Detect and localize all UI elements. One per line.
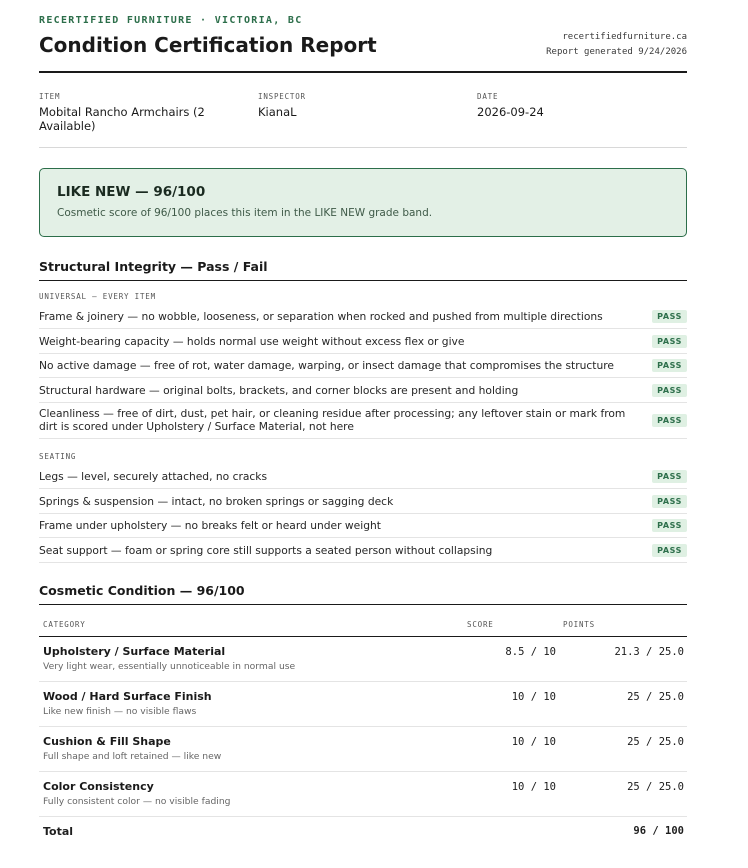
category-description: Fully consistent color — no visible fading bbox=[43, 796, 231, 807]
structural-divider bbox=[39, 280, 687, 281]
check-row bbox=[39, 489, 687, 514]
check-row bbox=[39, 378, 687, 403]
date-field bbox=[477, 92, 667, 119]
category-points: 21.3 / 25.0 bbox=[614, 646, 684, 658]
item-field bbox=[39, 92, 224, 133]
date-value: 2026-09-24 bbox=[477, 105, 544, 119]
category-points: 25 / 25.0 bbox=[627, 781, 684, 793]
category-score: 10 / 10 bbox=[511, 691, 556, 703]
cosmetic-heading: Cosmetic Condition — 96/100 bbox=[39, 583, 245, 598]
site-url[interactable]: recertifiedfurniture.ca bbox=[562, 32, 687, 42]
category-name: Cushion & Fill Shape bbox=[43, 735, 171, 748]
cosmetic-divider bbox=[39, 604, 687, 605]
check-text: Cleanliness — free of dirt, dust, pet hair, or cleaning residue after processing; any leftover stain or mark from dirt is scored under Upholstery / Surface Material, not here bbox=[39, 407, 626, 433]
category-score: 10 / 10 bbox=[511, 781, 556, 793]
check-text: Seat support — foam or spring core still supports a seated person without collapsing bbox=[39, 543, 493, 557]
check-text: Weight-bearing capacity — holds normal use weight without excess flex or give bbox=[39, 334, 465, 348]
total-value: 96 / 100 bbox=[633, 825, 684, 837]
pass-badge: PASS bbox=[652, 310, 687, 323]
check-row bbox=[39, 513, 687, 538]
category-score: 8.5 / 10 bbox=[505, 646, 556, 658]
inspector-label: INSPECTOR bbox=[258, 92, 306, 101]
check-row bbox=[39, 353, 687, 378]
pass-badge: PASS bbox=[652, 359, 687, 372]
pass-badge: PASS bbox=[652, 544, 687, 557]
check-text: Springs & suspension — intact, no broken springs or sagging deck bbox=[39, 494, 394, 508]
category-description: Full shape and loft retained — like new bbox=[43, 751, 222, 762]
group-label-seating: SEATING bbox=[39, 452, 77, 461]
table-row bbox=[39, 772, 687, 817]
category-description: Very light wear, essentially unnoticeable in normal use bbox=[43, 661, 296, 672]
pass-badge: PASS bbox=[652, 414, 687, 427]
category-name: Color Consistency bbox=[43, 780, 154, 793]
grade-title: LIKE NEW — 96/100 bbox=[57, 184, 206, 200]
pass-badge: PASS bbox=[652, 335, 687, 348]
check-text: Frame & joinery — no wobble, looseness, or separation when rocked and pushed from multiple directions bbox=[39, 309, 603, 323]
check-row bbox=[39, 464, 687, 489]
total-label: Total bbox=[43, 825, 74, 838]
header-divider bbox=[39, 71, 687, 73]
category-points: 25 / 25.0 bbox=[627, 691, 684, 703]
category-name: Wood / Hard Surface Finish bbox=[43, 690, 212, 703]
pass-badge: PASS bbox=[652, 384, 687, 397]
table-row bbox=[39, 637, 687, 682]
check-text: No active damage — free of rot, water damage, warping, or insect damage that compromises the structure bbox=[39, 358, 614, 372]
check-row bbox=[39, 304, 687, 329]
inspector-value: KianaL bbox=[258, 105, 297, 119]
check-text: Frame under upholstery — no breaks felt or heard under weight bbox=[39, 518, 381, 532]
check-row bbox=[39, 329, 687, 354]
check-text: Structural hardware — original bolts, brackets, and corner blocks are present and holding bbox=[39, 383, 519, 397]
check-row bbox=[39, 538, 687, 563]
pass-badge: PASS bbox=[652, 470, 687, 483]
fields-divider bbox=[39, 147, 687, 148]
category-points: 25 / 25.0 bbox=[627, 736, 684, 748]
category-description: Like new finish — no visible flaws bbox=[43, 706, 197, 717]
col-header-points: POINTS bbox=[563, 620, 595, 629]
brand-kicker: RECERTIFIED FURNITURE · VICTORIA, BC bbox=[39, 15, 303, 26]
category-name: Upholstery / Surface Material bbox=[43, 645, 226, 658]
check-row bbox=[39, 402, 687, 439]
category-score: 10 / 10 bbox=[511, 736, 556, 748]
item-label: ITEM bbox=[39, 92, 61, 101]
report-meta bbox=[546, 30, 687, 60]
table-row bbox=[39, 682, 687, 727]
date-label: DATE bbox=[477, 92, 499, 101]
generated-date: Report generated 9/24/2026 bbox=[546, 47, 687, 57]
table-row bbox=[39, 727, 687, 772]
grade-callout bbox=[39, 168, 687, 237]
pass-badge: PASS bbox=[652, 519, 687, 532]
group-label-universal: UNIVERSAL — EVERY ITEM bbox=[39, 292, 156, 301]
page-title: Condition Certification Report bbox=[39, 33, 377, 57]
col-header-category: CATEGORY bbox=[43, 620, 86, 629]
inspector-field bbox=[258, 92, 448, 119]
grade-description: Cosmetic score of 96/100 places this item in the LIKE NEW grade band. bbox=[57, 207, 433, 219]
structural-heading: Structural Integrity — Pass / Fail bbox=[39, 259, 268, 274]
pass-badge: PASS bbox=[652, 495, 687, 508]
check-text: Legs — level, securely attached, no cracks bbox=[39, 469, 268, 483]
item-value: Mobital Rancho Armchairs (2 Available) bbox=[39, 105, 205, 133]
col-header-score: SCORE bbox=[467, 620, 494, 629]
